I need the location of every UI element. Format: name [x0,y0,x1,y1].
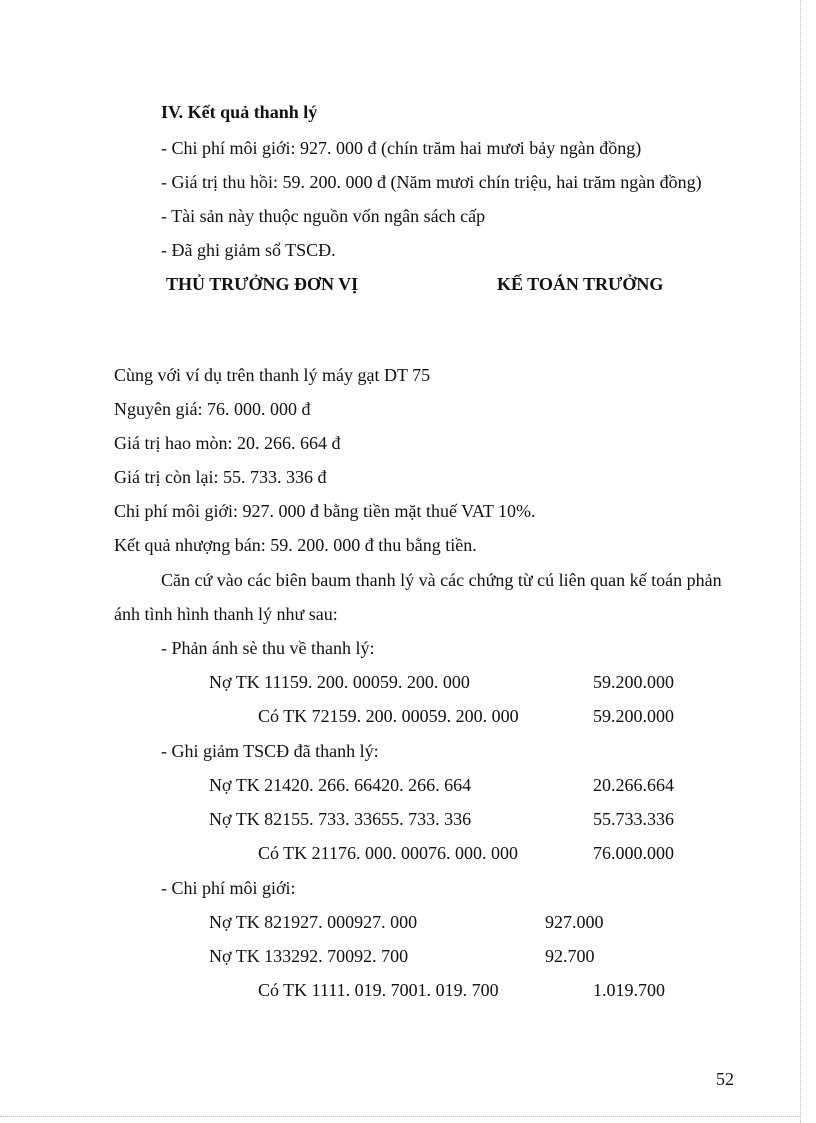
journal-entry-account: Nợ TK 11159. 200. 00059. 200. 000 [209,672,470,692]
page-number: 52 [716,1069,734,1089]
journal-entry-account: Nợ TK 82155. 733. 33655. 733. 336 [209,809,472,829]
journal-entry-amount: 20.266.664 [593,775,674,795]
journal-entry-account: Nợ TK 133292. 70092. 700 [209,946,409,966]
writeoff-heading: - Ghi giảm TSCĐ đã thanh lý: [161,741,379,761]
journal-entry-amount: 59.200.000 [593,706,674,726]
section-title: IV. Kết quả thanh lý [161,102,318,122]
example-sale-result: Kết quả nhượng bán: 59. 200. 000 đ thu bằng tiền. [114,535,477,555]
journal-entry-amount: 927.000 [545,912,604,932]
journal-entry-account: Nợ TK 821927. 000927. 000 [209,912,418,932]
journal-entry-account: Có TK 21176. 000. 00076. 000. 000 [258,843,519,863]
journal-entry-amount: 55.733.336 [593,809,674,829]
example-remaining-value: Giá trị còn lại: 55. 733. 336 đ [114,467,327,487]
signature-head-of-unit: THỦ TRƯỞNG ĐƠN VỊ [166,274,359,294]
signature-chief-accountant: KẾ TOÁN TRƯỞNG [497,274,664,294]
journal-entry-amount: 76.000.000 [593,843,674,863]
result-line-recorded: - Đã ghi giảm sổ TSCĐ. [161,240,336,260]
page-border-right [800,0,801,1123]
journal-entry-account: Nợ TK 21420. 266. 66420. 266. 664 [209,775,472,795]
journal-entry-amount: 1.019.700 [593,980,665,1000]
result-line-recovery: - Giá trị thu hồi: 59. 200. 000 đ (Năm mươi chín triệu, hai trăm ngàn đồng) [161,172,702,192]
example-intro: Cùng với ví dụ trên thanh lý máy gạt DT 75 [114,365,431,385]
revenue-heading: - Phản ánh sè thu về thanh lý: [161,638,375,658]
journal-entry-amount: 59.200.000 [593,672,674,692]
result-line-funding: - Tài sản này thuộc nguồn vốn ngân sách cấp [161,206,486,226]
journal-entry-amount: 92.700 [545,946,595,966]
paragraph-line-2: ánh tình hình thanh lý như sau: [114,604,338,624]
example-original-cost: Nguyên giá: 76. 000. 000 đ [114,399,311,419]
example-brokerage-cost: Chi phí môi giới: 927. 000 đ bằng tiền mặt thuế VAT 10%. [114,501,536,521]
paragraph-line-1: Căn cứ vào các biên baum thanh lý và các chứng từ cú liên quan kế toán phản [161,570,722,590]
journal-entry-account: Có TK 1111. 019. 7001. 019. 700 [258,980,499,1000]
journal-entry-account: Có TK 72159. 200. 00059. 200. 000 [258,706,519,726]
page-border-bottom [0,1116,800,1117]
example-depreciation: Giá trị hao mòn: 20. 266. 664 đ [114,433,341,453]
result-line-brokerage: - Chi phí môi giới: 927. 000 đ (chín trăm hai mươi bảy ngàn đồng) [161,138,642,158]
brokerage-heading: - Chi phí môi giới: [161,878,296,898]
